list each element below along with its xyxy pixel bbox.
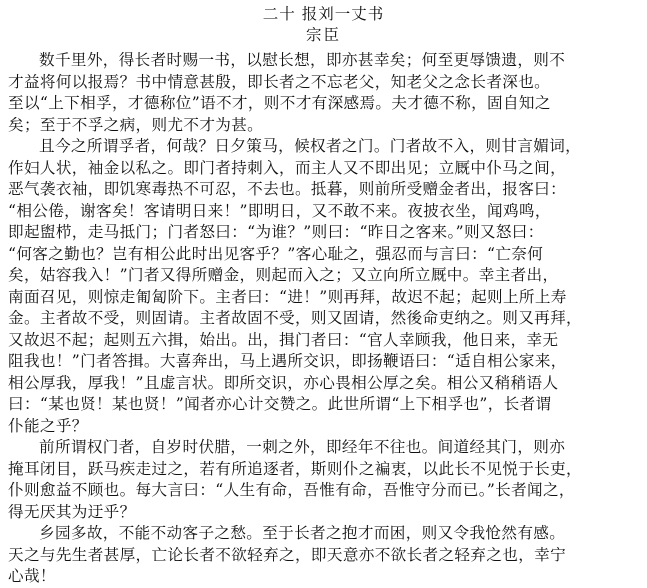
text-line: 掩耳闭目，跃马疾走过之，若有所追逐者，斯则仆之褊衷，以此长不见悦于长吏， — [8, 459, 582, 478]
text-line: 曰：“某也贤！某也贤！”闻者亦心计交赞之。此世所谓“上下相孚也”，长者谓 — [8, 395, 552, 413]
text-line: 至以“上下相孚，才德称位”语不才，则不才有深感焉。夫才德不称，固自知之 — [8, 94, 551, 112]
text-line: “何客之勤也？岂有相公此时出见客乎？”客心耻之，强忍而与言曰：“亡奈何 — [8, 244, 544, 263]
text-line: 仆则愈益不顾也。每大言曰：“人生有命，吾惟有命，吾惟守分而已。”长者闻之， — [8, 481, 575, 499]
text-line: 且今之所谓孚者，何哉？日夕策马，候权者之门。门者故不入，则甘言媚词， — [39, 137, 582, 155]
text-line: 数千里外，得长者时赐一书，以慰长想，即亦甚幸矣；何至更辱馈遗，则不 — [39, 51, 566, 69]
text-line: 矣；至于不孚之病，则尤不才为甚。 — [8, 115, 264, 134]
text-line: 又故迟不起；起则五六揖，始出。出，揖门者曰：“官人幸顾我，他日来，幸无 — [8, 330, 559, 349]
text-line: 前所谓权门者，自岁时伏腊，一刺之外，即经年不往也。间道经其门，则亦 — [39, 438, 566, 456]
text-line: “相公倦，谢客矣！客请明日来！”即明日，又不敢不来。夜披衣坐，闻鸡鸣， — [8, 201, 551, 220]
text-line: 作妇人状，袖金以私之。即门者持刺入，而主人又不即出见；立厩中仆马之间， — [8, 158, 567, 177]
text-line: 即起盥栉，走马抵门；门者怒曰：“为谁？”则曰：“昨日之客来。”则又怒曰： — [8, 223, 544, 241]
document-body — [8, 50, 641, 588]
text-line: 相公厚我，厚我！”且虚言状。即所交识，亦心畏相公厚之矣。相公又稍稍语人 — [8, 373, 559, 392]
text-line: 阻我也！”门者答揖。大喜奔出，马上遇所交识，即扬鞭语曰：“适自相公家来， — [8, 352, 567, 370]
text-line: 得无厌其为迂乎？ — [8, 502, 136, 521]
text-line: 矣，姑容我入！”门者又得所赠金，则起而入之；又立向所立厩中。幸主者出， — [8, 266, 559, 284]
text-line: 南面召见，则惊走匍匐阶下。主者曰：“进！”则再拜，故迟不起；起则上所上寿 — [8, 287, 567, 306]
text-line: 心哉！ — [8, 567, 56, 585]
document-author: 宗臣 — [305, 26, 341, 44]
text-line: 才益将何以报焉？书中情意甚殷，即长者之不忘老父，知老父之念长者深也。 — [8, 72, 551, 91]
text-line: 仆能之乎？ — [8, 416, 88, 435]
text-line: 乡园多故，不能不动客子之愁。至于长者之抱才而困，则又令我怆然有感。 — [39, 524, 566, 542]
document-title: 二十 报刘一丈书 — [262, 5, 385, 23]
text-line: 恶气袭衣袖，即饥寒毒热不可忍，不去也。抵暮，则前所受赠金者出，报客曰： — [8, 180, 567, 198]
text-line: 金。主者故不受，则固请。主者故固不受，则又固请，然後命吏纳之。则又再拜， — [8, 309, 582, 327]
text-line: 天之与先生者甚厚，亡论长者不欲轻弃之，即天意亦不欲长者之轻弃之也，幸宁 — [8, 545, 567, 564]
